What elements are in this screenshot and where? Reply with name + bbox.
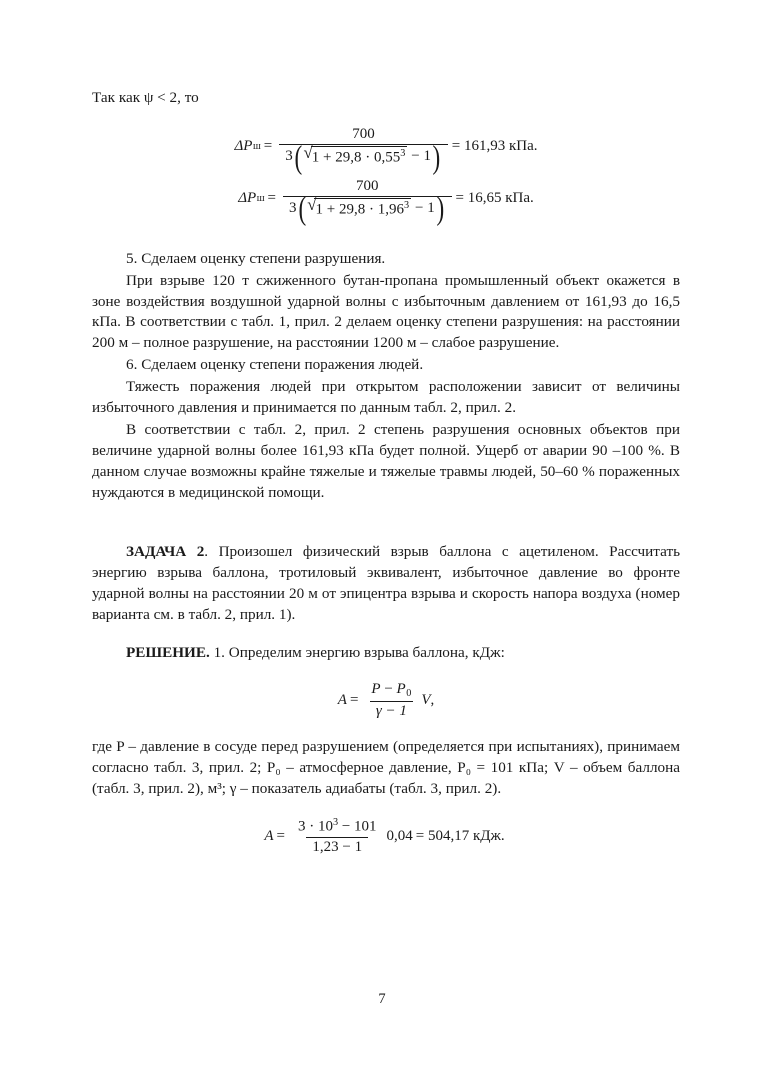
formula3-denominator: γ − 1: [370, 701, 413, 720]
formula2-lhs-sub: ш: [256, 192, 265, 204]
formula2-numerator: 700: [356, 177, 379, 194]
formula4-factor: 0,04: [386, 828, 413, 845]
formula3-eq: =: [349, 692, 359, 709]
formula4-numerator: $3 \cdot 10^3 - 101$: [297, 817, 377, 835]
task-2-text: . Произошел физический взрыв баллона с ацетиленом. Рассчитать энергию взрыва баллона, тротиловый эквивалент, избыточное давление во фронте ударной волны на расстоянии 20 м от эпицентра взрыва и скорость напора воздуха (номер варианта см. в табл. 2, прил. 1).: [92, 543, 681, 624]
formula3-fraction: [365, 681, 417, 720]
formula2-denominator: [283, 190, 452, 227]
formula1-fraction: [279, 125, 448, 175]
formula4-denominator: 1,23 − 1: [306, 837, 368, 856]
formula1-den-coef: 3: [285, 147, 293, 164]
formula3-lhs: A: [337, 692, 347, 709]
formula1-sqrt: [303, 143, 408, 167]
formula2-sqrt: [307, 195, 411, 219]
formula-delta-p-2: [92, 177, 680, 227]
task-2-label: ЗАДАЧА 2: [126, 543, 205, 561]
right-paren: ): [436, 190, 445, 227]
formula4-fraction: [292, 817, 383, 856]
formula-delta-p-1: [92, 125, 680, 175]
radical-sign: √: [303, 143, 313, 163]
formula2-minus-one: − 1: [415, 199, 435, 216]
formula3-numerator: $P - P_0$: [371, 681, 412, 700]
solution-text: 1. Определим энергию взрыва баллона, кДж:: [209, 644, 505, 662]
spacer: [92, 800, 680, 817]
formula-energy-result: [92, 817, 680, 856]
formula1-lhs-sub: ш: [252, 140, 261, 152]
right-paren: ): [432, 138, 441, 175]
formula4-eq: =: [276, 828, 285, 845]
formula2-eq: =: [267, 189, 277, 206]
list-item-6: 6. Сделаем оценку степени поражения людей.: [126, 356, 424, 374]
page-number: 7: [378, 991, 386, 1007]
spacer: [92, 504, 680, 542]
paragraph-condition: Так как ψ < 2, то: [92, 89, 199, 106]
formula1-numerator: 700: [352, 125, 375, 142]
formula4-result: = 504,17 кДж.: [415, 828, 505, 845]
left-paren: (: [294, 138, 303, 175]
spacer: [92, 219, 680, 249]
formula-energy: [92, 681, 680, 720]
formula2-result: = 16,65 кПа.: [455, 189, 534, 206]
formula1-radicand: $1 + 29,8 \cdot 0,55^3$: [311, 148, 406, 166]
spacer: [92, 167, 680, 178]
paragraph-injury-severity: Тяжесть поражения людей при открытом расположении зависит от величины избыточного давления и принимается по данным табл. 2, прил. 2.: [92, 378, 680, 417]
spacer: [92, 109, 680, 126]
formula2-lhs: ΔP: [238, 189, 257, 206]
paragraph-damage-assessment: При взрыве 120 т сжиженного бутан-пропана промышленный объект окажется в зоне воздействия воздушной ударной волны с избыточным давлением от 161,93 до 16,5 кПа. В соответствии с табл. 1, прил. 2 делаем оценку степени разрушения: на расстоянии 200 м – полное разрушение, на расстоянии 1200 м – слабое разрушение.: [92, 271, 680, 352]
list-item-5: 5. Сделаем оценку степени разрушения.: [126, 249, 386, 267]
formula2-den-coef: 3: [289, 199, 297, 216]
spacer: [92, 664, 680, 681]
spacer: [92, 626, 680, 643]
left-paren: (: [298, 190, 306, 227]
formula1-eq: =: [263, 137, 273, 154]
task-2-paragraph: [92, 542, 680, 626]
solution-paragraph: [92, 643, 680, 664]
formula2-radicand: $1 + 29,8 \cdot 1,96^3$: [315, 200, 410, 218]
paragraph-variable-definitions: где P – давление в сосуде перед разрушением (определяется при испытаниях), принимаем согласно табл. 3, прил. 2; P₀ – атмосферное давление, P₀ = 101 кПа; V – объем баллона (табл. 3, прил. 2), м³; γ – показатель адиабаты (табл. 3, прил. 2).: [92, 738, 680, 798]
radical-sign: √: [307, 195, 317, 215]
spacer: [92, 720, 680, 737]
paragraph-injury-details: В соответствии с табл. 2, прил. 2 степень разрушения основных объектов при величине ударной волны более 161,93 кПа будет полной. Ущерб от аварии 90 –100 %. В данном случае возможны крайне тяжелые и тяжелые травмы людей, 50–60 % пораженных нуждаются в медицинской помощи.: [92, 421, 680, 502]
formula2-fraction: [283, 177, 452, 227]
formula1-result: = 161,93 кПа.: [451, 137, 538, 154]
formula1-minus-one: − 1: [411, 147, 432, 164]
formula4-lhs: A: [264, 828, 274, 845]
formula3-volume: V: [421, 692, 431, 709]
formula1-lhs: ΔP: [234, 137, 253, 154]
solution-label: РЕШЕНИЕ.: [126, 644, 210, 662]
formula3-comma: ,: [430, 692, 435, 709]
formula1-denominator: [279, 138, 448, 175]
